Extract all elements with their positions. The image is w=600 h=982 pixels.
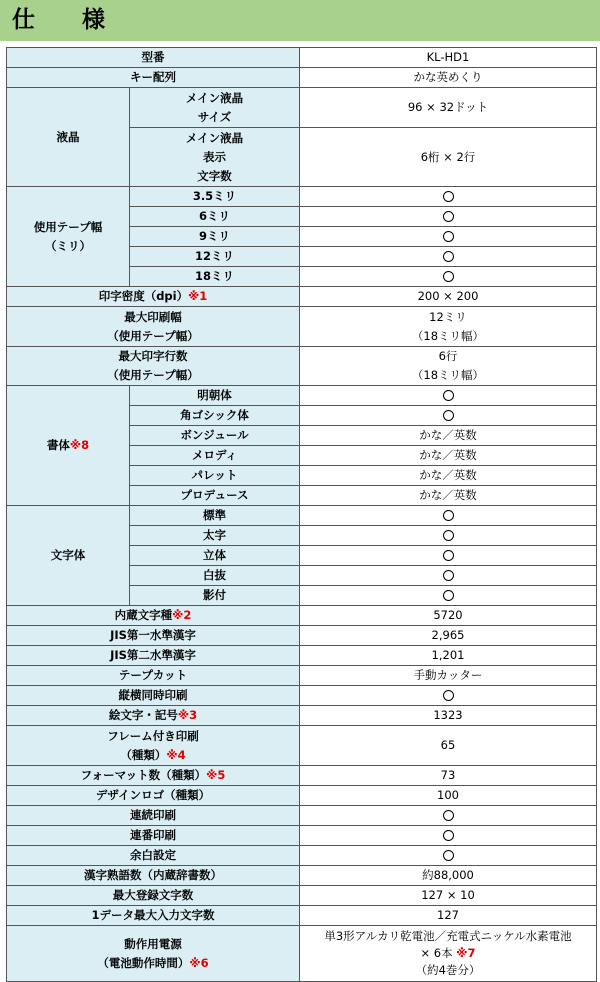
value-power: [300, 926, 597, 982]
label-maxwidth-line2: （使用テープ幅）: [107, 328, 199, 343]
value-maxinput: 127: [300, 906, 597, 926]
table-row: [7, 866, 597, 886]
value-power-line2: × 6本: [420, 946, 453, 960]
label-fonts: [7, 386, 130, 506]
table-row: [7, 606, 597, 626]
label-font-item: メロディ: [130, 446, 300, 466]
title-bar: [0, 0, 600, 41]
value-style-item: [300, 586, 597, 606]
value-tapecut: 手動カッター: [300, 666, 597, 686]
value-font-item: かな／英数: [300, 446, 597, 466]
circle-mark: [443, 810, 454, 821]
label-pictograph-text: 絵文字・記号: [108, 708, 178, 722]
value-density: 200 × 200: [300, 287, 597, 307]
value-logo: 100: [300, 786, 597, 806]
value-keylayout: かな英めくり: [300, 68, 597, 88]
table-row: [7, 766, 597, 786]
footnote-mark: ※6: [189, 955, 209, 970]
table-row: [7, 646, 597, 666]
label-power: [7, 926, 300, 982]
label-jis2: JIS第二水準漢字: [7, 646, 300, 666]
table-row: [7, 307, 597, 347]
value-maxlines-line2: （18ミリ幅）: [411, 368, 485, 382]
label-font-item: パレット: [130, 466, 300, 486]
label-margin: 余白設定: [7, 846, 300, 866]
table-row: [7, 68, 597, 88]
label-lcd-size: [130, 88, 300, 128]
value-style-item: [300, 506, 597, 526]
circle-mark: [443, 510, 454, 521]
value-frame: 65: [300, 726, 597, 766]
label-format-text: フォーマット数（種類）: [80, 768, 207, 782]
table-row: [7, 386, 597, 406]
table-row: [7, 287, 597, 307]
circle-mark: [443, 690, 454, 701]
circle-mark: [443, 550, 454, 561]
table-row: [7, 906, 597, 926]
value-dictionary: 約88,000: [300, 866, 597, 886]
value-power-line1: 単3形アルカリ乾電池／充電式ニッケル水素電池: [324, 929, 572, 943]
label-maxwidth-line1: 最大印刷幅: [124, 309, 182, 324]
table-row: [7, 187, 597, 207]
label-font-item: 角ゴシック体: [130, 406, 300, 426]
value-style-item: [300, 546, 597, 566]
label-tape: [7, 187, 130, 287]
value-font-item: [300, 406, 597, 426]
value-lcd-chars: 6桁 × 2行: [300, 128, 597, 187]
label-style-item: 影付: [130, 586, 300, 606]
label-numbering: 連番印刷: [7, 826, 300, 846]
value-model: KL-HD1: [300, 48, 597, 68]
footnote-mark: ※5: [206, 768, 226, 782]
circle-mark: [443, 251, 454, 262]
label-lcd-chars-line2: 表示: [203, 149, 226, 164]
label-density: [7, 287, 300, 307]
circle-mark: [443, 570, 454, 581]
page-title: 仕 様: [12, 7, 117, 33]
label-lcd-chars-line1: メイン液晶: [185, 130, 244, 145]
value-style-item: [300, 526, 597, 546]
label-lcd-chars: [130, 128, 300, 187]
circle-mark: [443, 410, 454, 421]
table-row: [7, 88, 597, 128]
label-lcd: 液晶: [7, 88, 130, 187]
table-row: [7, 786, 597, 806]
label-density-text: 印字密度（dpi）: [98, 289, 189, 303]
value-power-line3: （約4巻分）: [415, 963, 481, 977]
circle-mark: [443, 231, 454, 242]
value-lcd-size: 96 × 32ドット: [300, 88, 597, 128]
label-style-item: 太字: [130, 526, 300, 546]
value-tape-item: [300, 267, 597, 287]
circle-mark: [443, 590, 454, 601]
label-font-item: プロデュース: [130, 486, 300, 506]
circle-mark: [443, 530, 454, 541]
label-continuous: 連続印刷: [7, 806, 300, 826]
table-row: [7, 626, 597, 646]
value-pictograph: 1323: [300, 706, 597, 726]
table-row: [7, 806, 597, 826]
label-lcd-chars-line3: 文字数: [197, 168, 232, 183]
circle-mark: [443, 850, 454, 861]
label-format: [7, 766, 300, 786]
label-builtin-text: 内蔵文字種: [114, 608, 173, 622]
value-style-item: [300, 566, 597, 586]
value-format: 73: [300, 766, 597, 786]
label-frame-line2: （種類）: [120, 747, 167, 762]
table-row: [7, 506, 597, 526]
value-font-item: [300, 386, 597, 406]
circle-mark: [443, 271, 454, 282]
value-jis2: 1,201: [300, 646, 597, 666]
value-continuous: [300, 806, 597, 826]
footnote-mark: ※7: [456, 946, 476, 960]
label-power-line2: （電池動作時間）: [97, 955, 190, 970]
label-style-item: 白抜: [130, 566, 300, 586]
table-row: [7, 886, 597, 906]
value-numbering: [300, 826, 597, 846]
label-vertical: 縦横同時印刷: [7, 686, 300, 706]
value-maxwidth-line2: （18ミリ幅）: [411, 328, 485, 343]
label-maxlines: [7, 347, 300, 386]
label-tapecut: テープカット: [7, 666, 300, 686]
label-frame: [7, 726, 300, 766]
circle-mark: [443, 390, 454, 401]
table-row: [7, 347, 597, 386]
label-tape-item: 18ミリ: [130, 267, 300, 287]
label-power-line1: 動作用電源: [124, 936, 182, 951]
value-maxwidth-line1: 12ミリ: [429, 309, 467, 324]
footnote-mark: ※2: [172, 608, 192, 622]
label-tape-item: 9ミリ: [130, 227, 300, 247]
circle-mark: [443, 191, 454, 202]
label-frame-line1: フレーム付き印刷: [107, 728, 199, 743]
label-style-item: 立体: [130, 546, 300, 566]
value-margin: [300, 846, 597, 866]
value-tape-item: [300, 247, 597, 267]
table-row: [7, 666, 597, 686]
label-tape-line2: （ミリ）: [45, 238, 91, 253]
table-row: [7, 48, 597, 68]
label-font-item: 明朝体: [130, 386, 300, 406]
label-styles: 文字体: [7, 506, 130, 606]
label-tape-item: 6ミリ: [130, 207, 300, 227]
label-tape-item: 3.5ミリ: [130, 187, 300, 207]
label-font-item: ボンジュール: [130, 426, 300, 446]
value-vertical: [300, 686, 597, 706]
footnote-mark: ※1: [188, 289, 208, 303]
label-style-item: 標準: [130, 506, 300, 526]
label-maxlines-line2: （使用テープ幅）: [107, 368, 199, 382]
label-builtin: [7, 606, 300, 626]
value-font-item: かな／英数: [300, 426, 597, 446]
value-maxlines-line1: 6行: [438, 349, 458, 363]
label-tape-line1: 使用テープ幅: [33, 219, 103, 234]
label-maxlines-line1: 最大印字行数: [118, 349, 188, 363]
value-maxlines: [300, 347, 597, 386]
label-logo: デザインロゴ（種類）: [7, 786, 300, 806]
label-model: 型番: [7, 48, 300, 68]
value-builtin: 5720: [300, 606, 597, 626]
label-keylayout: キー配列: [7, 68, 300, 88]
value-tape-item: [300, 227, 597, 247]
table-row: [7, 686, 597, 706]
footnote-mark: ※4: [166, 747, 186, 762]
label-registered: 最大登録文字数: [7, 886, 300, 906]
label-lcd-size-line2: サイズ: [197, 109, 232, 124]
label-dictionary: 漢字熟語数（内蔵辞書数）: [7, 866, 300, 886]
circle-mark: [443, 211, 454, 222]
label-pictograph: [7, 706, 300, 726]
value-maxwidth: [300, 307, 597, 347]
value-tape-item: [300, 207, 597, 227]
value-jis1: 2,965: [300, 626, 597, 646]
table-row: [7, 846, 597, 866]
footnote-mark: ※3: [177, 708, 198, 722]
label-lcd-size-line1: メイン液晶: [185, 90, 244, 105]
value-registered: 127 × 10: [300, 886, 597, 906]
value-font-item: かな／英数: [300, 486, 597, 506]
spec-table: [6, 47, 597, 982]
label-maxwidth: [7, 307, 300, 347]
label-jis1: JIS第一水準漢字: [7, 626, 300, 646]
label-fonts-text: 書体: [46, 438, 70, 452]
value-font-item: かな／英数: [300, 466, 597, 486]
circle-mark: [443, 830, 454, 841]
label-maxinput: 1データ最大入力文字数: [7, 906, 300, 926]
table-row: [7, 826, 597, 846]
label-tape-item: 12ミリ: [130, 247, 300, 267]
table-row: [7, 926, 597, 982]
value-tape-item: [300, 187, 597, 207]
footnote-mark: ※8: [69, 438, 90, 452]
table-row: [7, 706, 597, 726]
table-row: [7, 726, 597, 766]
